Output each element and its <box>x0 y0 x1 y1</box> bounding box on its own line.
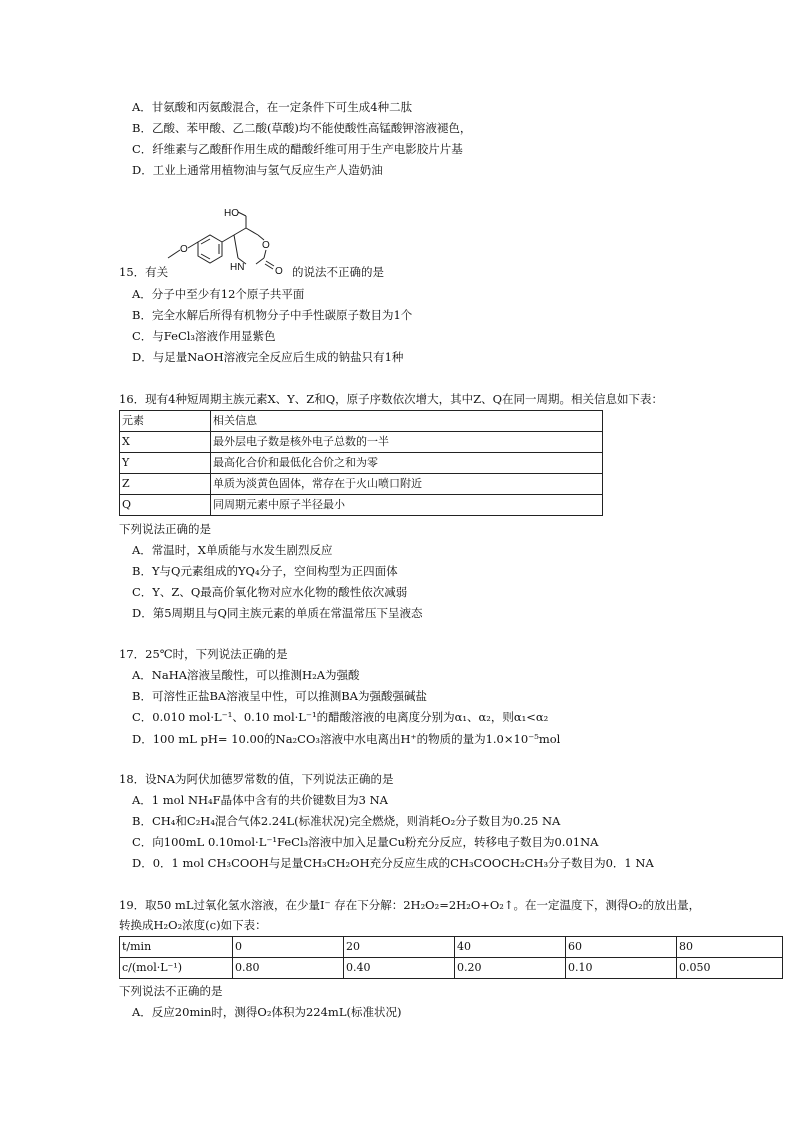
q19-stem: 19．取50 mL过氧化氢水溶液，在少量I⁻ 存在下分解：2H₂O₂=2H₂O+O₂↑。在一定温度下，测得O₂的放出量， <box>119 898 701 912</box>
table-cell: Z <box>120 474 211 495</box>
table-cell: 0.10 <box>566 958 677 979</box>
q16-prompt: 下列说法正确的是 <box>119 522 211 536</box>
q14-option-c: C．纤维素与乙酸酐作用生成的醋酸纤维可用于生产电影胶片片基 <box>132 142 463 156</box>
table-cell: Y <box>120 453 211 474</box>
svg-text:O: O <box>180 244 188 255</box>
table-row <box>120 937 783 958</box>
q18-option-b: B．CH₄和C₂H₄混合气体2.24L(标准状况)完全燃烧，则消耗O₂分子数目为0.25 NA <box>132 814 561 828</box>
q15-option-b: B．完全水解后所得有机物分子中手性碳原子数目为1个 <box>132 308 413 322</box>
table-cell: 最外层电子数是核外电子总数的一半 <box>211 432 603 453</box>
table-cell: Q <box>120 495 211 516</box>
table-cell: 60 <box>566 937 677 958</box>
table-row <box>120 474 603 495</box>
table-row <box>120 432 603 453</box>
q16-option-a: A．常温时，X单质能与水发生剧烈反应 <box>132 543 333 557</box>
table-cell: 0.050 <box>677 958 783 979</box>
q17-option-c: C．0.010 mol·L⁻¹、0.10 mol·L⁻¹的醋酸溶液的电离度分别为α₁、α₂，则α₁<α₂ <box>132 710 549 724</box>
q15-stem-suffix: 的说法不正确的是 <box>292 265 384 279</box>
q16-option-b: B．Y与Q元素组成的YQ₄分子，空间构型为正四面体 <box>132 564 398 578</box>
table-cell: 同周期元素中原子半径最小 <box>211 495 603 516</box>
q15-stem-prefix: 15．有关 <box>119 265 169 279</box>
structure-label-o-ring: O <box>262 240 270 251</box>
table-cell: 0.20 <box>455 958 566 979</box>
structure-label-oh: HO <box>224 208 239 219</box>
table-cell: 0 <box>233 937 344 958</box>
q15-option-c: C．与FeCl₃溶液作用显紫色 <box>132 329 276 343</box>
q19-prompt: 下列说法不正确的是 <box>119 984 223 998</box>
q17-option-d: D．100 mL pH= 10.00的Na₂CO₃溶液中水电离出H⁺的物质的量为1.0×10⁻⁵mol <box>132 732 561 746</box>
table-header-cell: 相关信息 <box>211 411 603 432</box>
table-row <box>120 495 603 516</box>
table-header-row <box>120 411 603 432</box>
q15-option-d: D．与足量NaOH溶液完全反应后生成的钠盐只有1种 <box>132 350 404 364</box>
table-row-label: t/min <box>120 937 233 958</box>
table-cell: 最高化合价和最低化合价之和为零 <box>211 453 603 474</box>
table-cell: 80 <box>677 937 783 958</box>
q17-stem: 17．25℃时，下列说法正确的是 <box>119 647 288 661</box>
q16-option-c: C．Y、Z、Q最高价氧化物对应水化物的酸性依次减弱 <box>132 585 408 599</box>
q17-option-b: B．可溶性正盐BA溶液呈中性，可以推测BA为强酸强碱盐 <box>132 689 427 703</box>
table-cell: X <box>120 432 211 453</box>
q16-option-d: D．第5周期且与Q同主族元素的单质在常温常压下呈液态 <box>132 606 423 620</box>
table-header-cell: 元素 <box>120 411 211 432</box>
structure-label-hn: HN <box>230 262 245 273</box>
q16-element-table <box>119 410 603 516</box>
q17-option-a: A．NaHA溶液呈酸性，可以推测H₂A为强酸 <box>132 668 360 682</box>
table-cell: 单质为淡黄色固体，常存在于火山喷口附近 <box>211 474 603 495</box>
q19-stem-2: 转换成H₂O₂浓度(c)如下表： <box>119 918 267 932</box>
structure-label-o-carbonyl: O <box>275 266 283 277</box>
table-cell: 40 <box>455 937 566 958</box>
q14-option-b: B．乙酸、苯甲酸、乙二酸(草酸)均不能使酸性高锰酸钾溶液褪色， <box>132 121 472 135</box>
table-cell: 20 <box>344 937 455 958</box>
q16-stem: 16．现有4种短周期主族元素X、Y、Z和Q，原子序数依次增大，其中Z、Q在同一周期。相关信息如下表： <box>119 392 664 406</box>
q18-stem: 18．设NA为阿伏加德罗常数的值，下列说法正确的是 <box>119 772 394 786</box>
table-row <box>120 453 603 474</box>
q19-option-a: A．反应20min时，测得O₂体积为224mL(标准状况) <box>132 1005 402 1019</box>
table-cell: 0.40 <box>344 958 455 979</box>
table-cell: 0.80 <box>233 958 344 979</box>
q18-option-a: A．1 mol NH₄F晶体中含有的共价键数目为3 NA <box>132 793 388 807</box>
q18-option-c: C．向100mL 0.10mol·L⁻¹FeCl₃溶液中加入足量Cu粉充分反应，转移电子数目为0.01NA <box>132 835 599 849</box>
q18-option-d: D．0．1 mol CH₃COOH与足量CH₃CH₂OH充分反应生成的CH₃COOCH₂CH₃分子数目为0．1 NA <box>132 856 654 870</box>
molecule-structure-diagram <box>160 198 295 278</box>
q14-option-a: A．甘氨酸和丙氨酸混合，在一定条件下可生成4种二肽 <box>132 100 413 114</box>
table-row <box>120 958 783 979</box>
q15-option-a: A．分子中至少有12个原子共平面 <box>132 287 305 301</box>
q14-option-d: D．工业上通常用植物油与氢气反应生产人造奶油 <box>132 163 383 177</box>
q19-concentration-table <box>119 936 783 979</box>
table-row-label: c/(mol·L⁻¹) <box>120 958 233 979</box>
